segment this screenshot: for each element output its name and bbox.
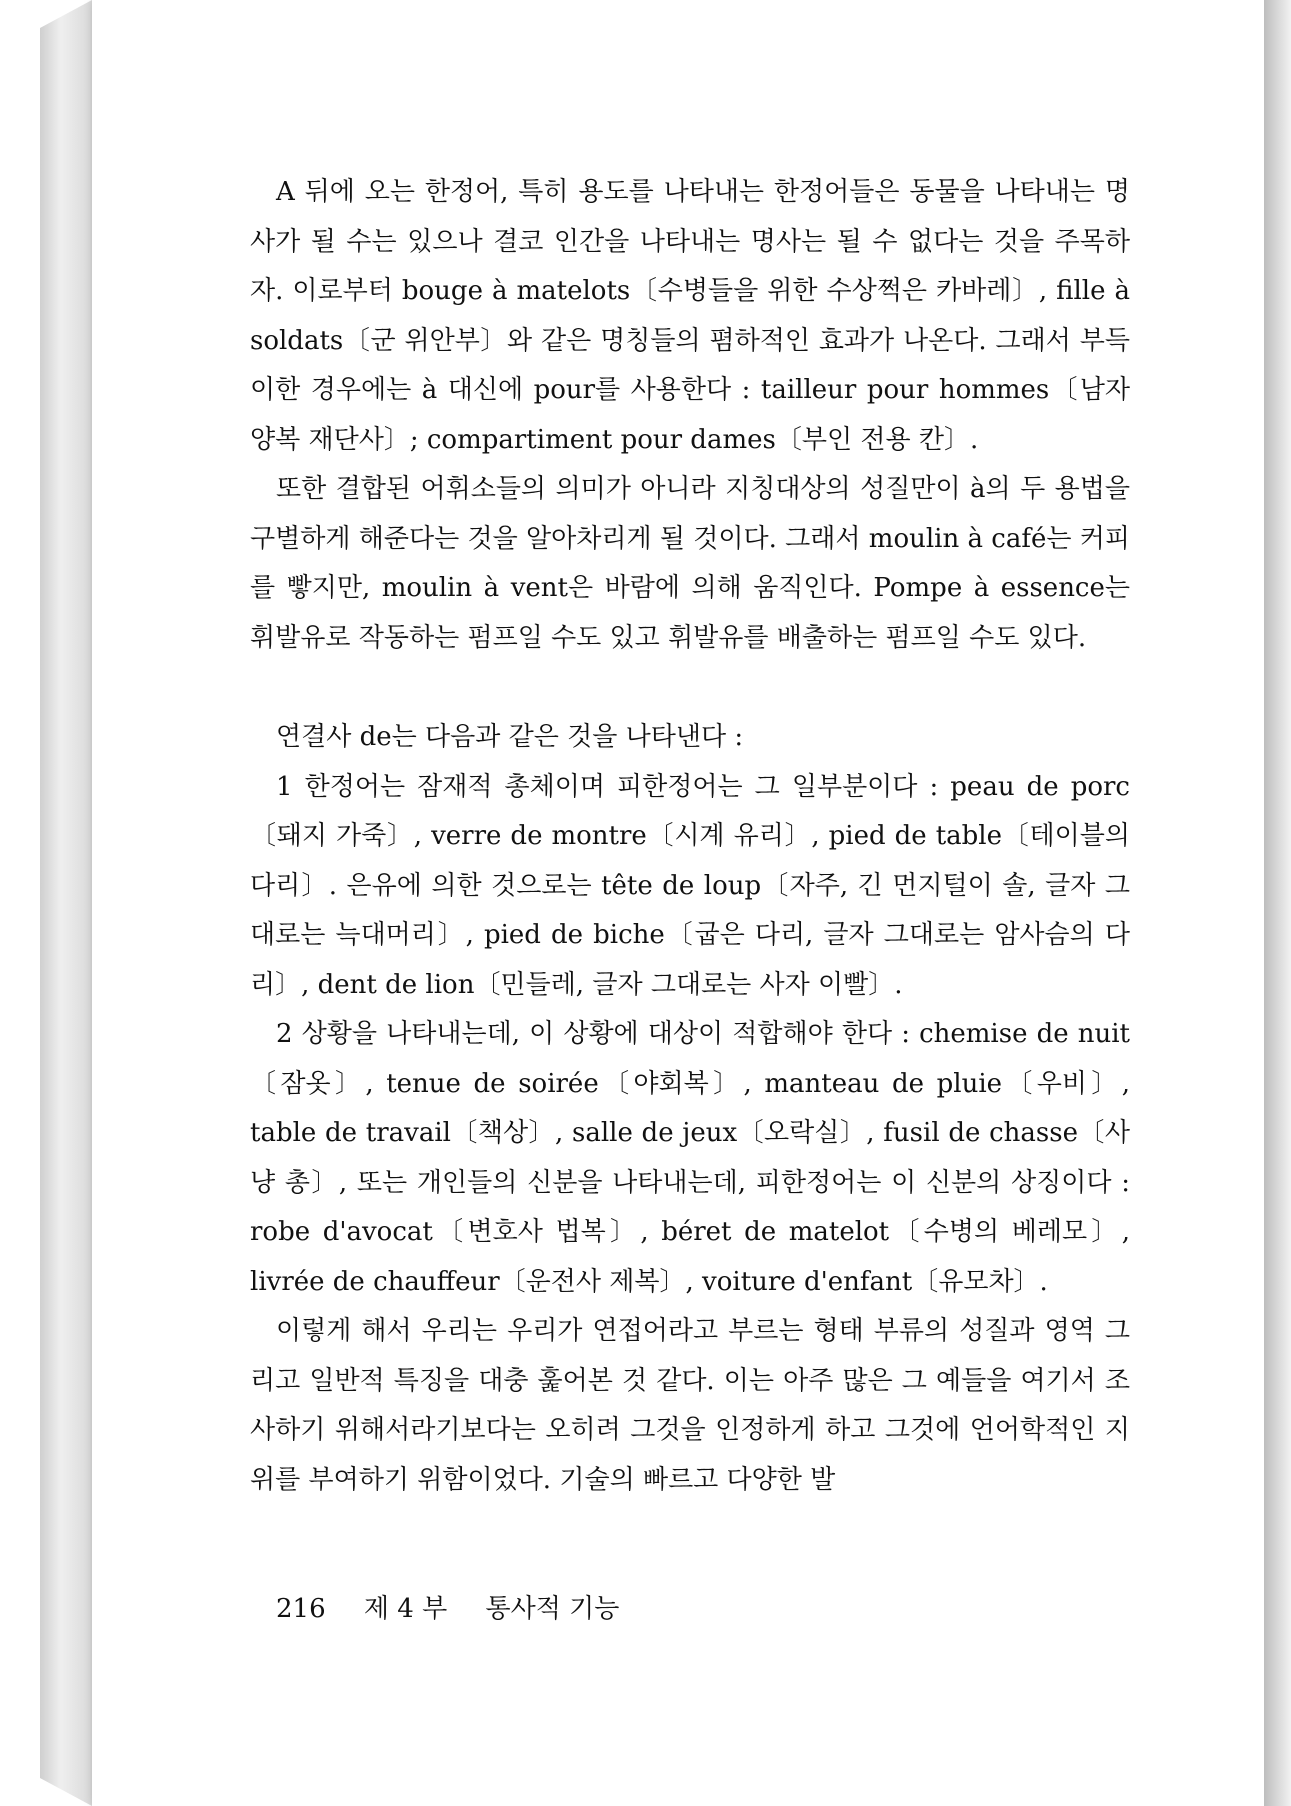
page-body bbox=[250, 168, 1130, 1505]
paragraph: 또한 결합된 어휘소들의 의미가 아니라 지칭대상의 성질만이 à의 두 용법을 구별하게 해준다는 것을 알아차리게 될 것이다. 그래서 moulin à café는 커피를 빻지만, moulin à vent은 바람에 의해 움직인다. Pompe à essence는 휘발유로 작동하는 펌프일 수도 있고 휘발유를 배출하는 펌프일 수도 있다. bbox=[250, 474, 1130, 653]
page-edge bbox=[1264, 0, 1291, 1806]
list-item: 1 한정어는 잠재적 총체이며 피한정어는 그 일부분이다 : peau de porc〔돼지 가죽〕, verre de montre〔시계 유리〕, pied de table〔테이블의 다리〕. 은유에 의한 것으로는 tête de loup〔자주, 긴 먼지털이 솔, 글자 그대로는 늑대머리〕, pied de biche〔굽은 다리, 글자 그대로는 암사슴의 다리〕, dent de lion〔민들레, 글자 그대로는 사자 이빨〕. bbox=[250, 771, 1130, 1000]
paragraph: 이렇게 해서 우리는 우리가 연접어라고 부르는 형태 부류의 성질과 영역 그리고 일반적 특징을 대충 훑어본 것 같다. 이는 아주 많은 그 예들을 여기서 조사하기 위해서라기보다는 오히려 그것을 인정하게 하고 그것에 언어학적인 지위를 부여하기 위함이었다. 기술의 빠르고 다양한 발 bbox=[250, 1316, 1130, 1495]
section-label: 통사적 기능 bbox=[485, 1594, 620, 1624]
list-item: 2 상황을 나타내는데, 이 상황에 대상이 적합해야 한다 : chemise de nuit〔잠옷〕, tenue de soirée〔야회복〕, manteau de pluie〔우비〕, table de travail〔책상〕, salle de jeux〔오락실〕, fusil de chasse〔사냥 총〕, 또는 개인들의 신분을 나타내는데, 피한정어는 이 신분의 상징이다 : robe d'avocat〔변호사 법복〕, béret de matelot〔수병의 베레모〕, livrée de chauffeur〔운전사 제복〕, voiture d'enfant〔유모차〕. bbox=[250, 1019, 1130, 1297]
part-label: 제 4 부 bbox=[363, 1594, 448, 1624]
paragraph: A 뒤에 오는 한정어, 특히 용도를 나타내는 한정어들은 동물을 나타내는 명사가 될 수는 있으나 결코 인간을 나타내는 명사는 될 수 없다는 것을 주목하자. 이로부터 bouge à matelots〔수병들을 위한 수상쩍은 카바레〕, fille à soldats〔군 위안부〕와 같은 명칭들의 폄하적인 효과가 나온다. 그래서 부득이한 경우에는 à 대신에 pour를 사용한다 : tailleur pour hommes〔남자양복 재단사〕; compartiment pour dames〔부인 전용 칸〕. bbox=[250, 177, 1130, 455]
paragraph: 연결사 de는 다음과 같은 것을 나타낸다 : bbox=[276, 722, 744, 752]
page-footer bbox=[276, 1588, 649, 1625]
book-spine bbox=[40, 0, 92, 1806]
page-number: 216 bbox=[276, 1594, 326, 1624]
